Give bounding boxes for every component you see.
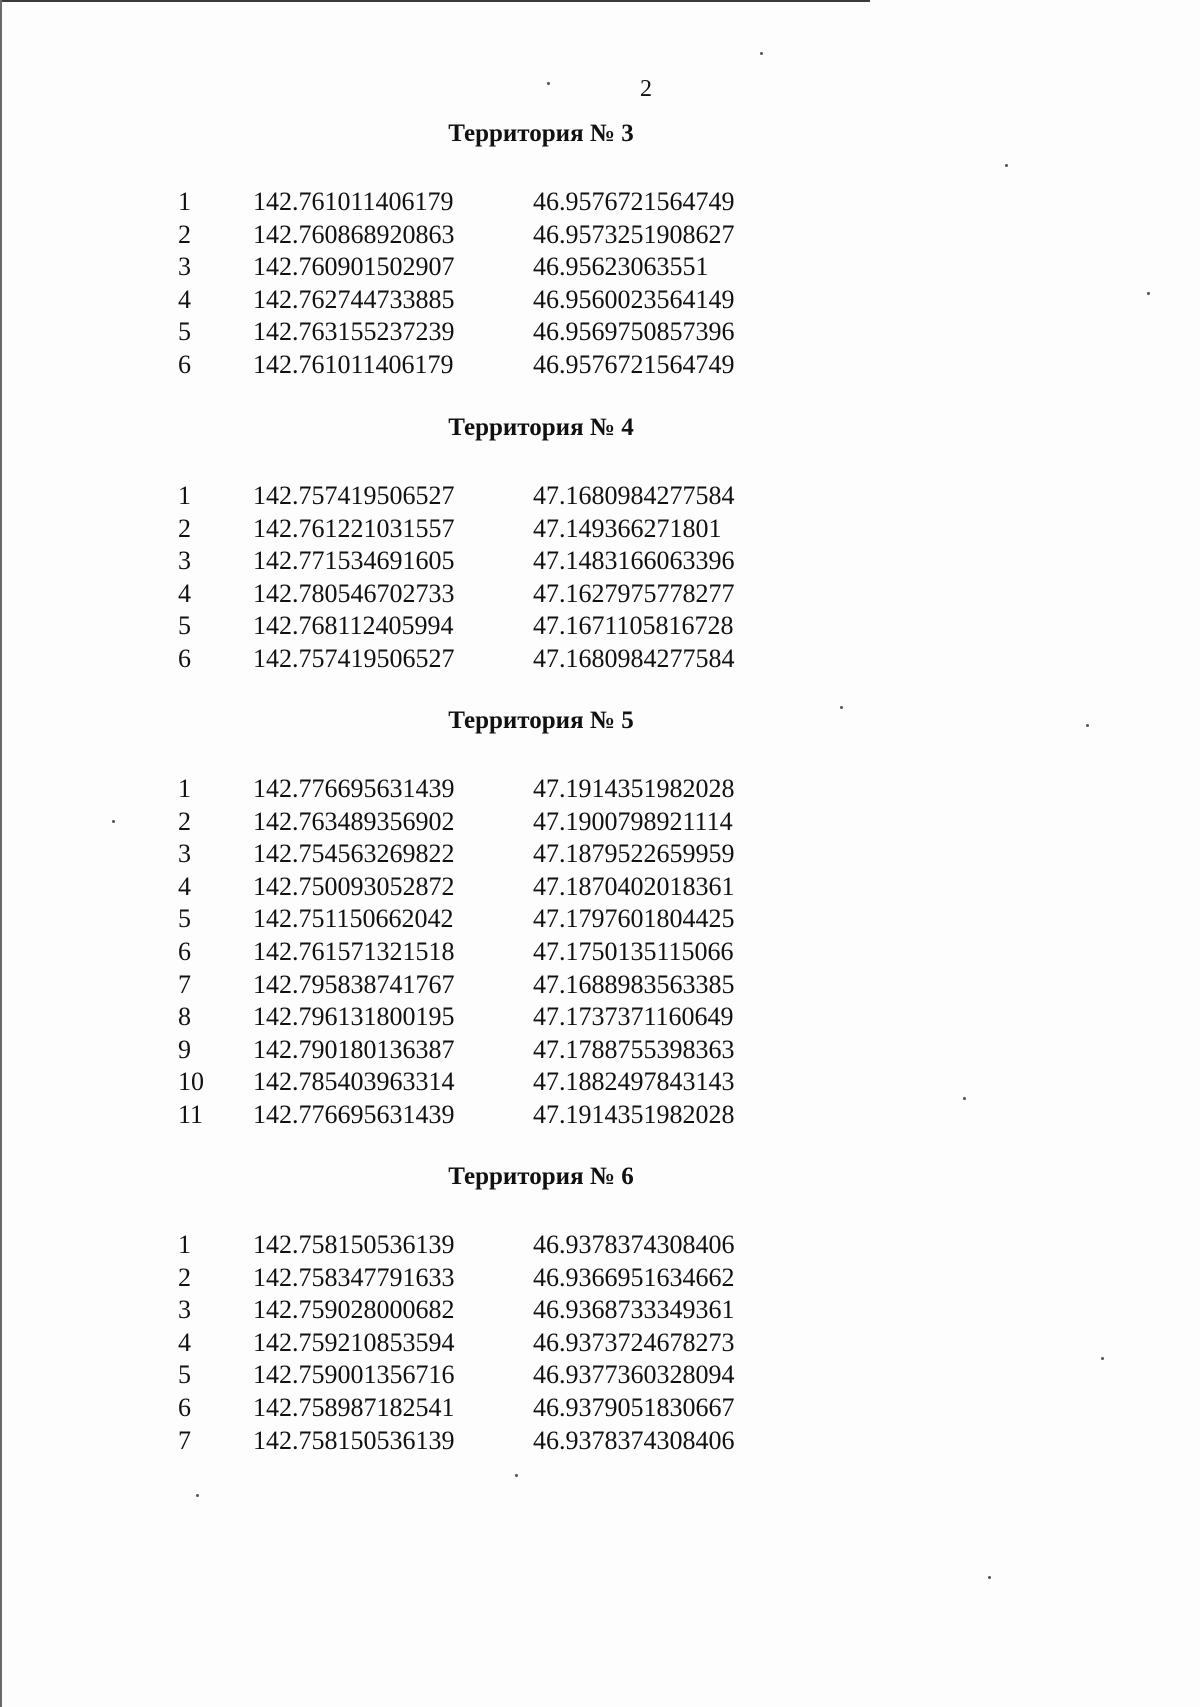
y-coordinate: 47.1688983563385	[533, 969, 735, 999]
scan-edge-top	[0, 0, 870, 2]
x-coordinate: 142.796131800195	[253, 1002, 455, 1032]
y-coordinate: 47.1671105816728	[533, 611, 734, 641]
scan-speck	[1005, 164, 1008, 167]
scan-edge-left	[0, 0, 2, 1707]
section-title: Территория № 6	[448, 1163, 634, 1190]
x-coordinate: 142.768112405994	[253, 611, 454, 641]
point-number: 6	[178, 936, 191, 966]
x-coordinate: 142.771534691605	[253, 546, 455, 576]
point-number: 5	[178, 317, 191, 347]
y-coordinate: 46.9576721564749	[533, 349, 735, 379]
y-coordinate: 46.9378374308406	[533, 1230, 735, 1259]
y-coordinate: 46.9366951634662	[533, 1262, 735, 1292]
x-coordinate: 142.761571321518	[253, 936, 455, 966]
y-coordinate: 46.9573251908627	[533, 219, 735, 249]
x-coordinate: 142.761011406179	[253, 187, 454, 216]
scan-speck	[963, 1097, 966, 1100]
y-coordinate: 47.1879522659959	[533, 839, 735, 869]
section-title: Территория № 5	[448, 707, 634, 734]
point-number: 4	[178, 284, 191, 314]
point-number: 5	[178, 904, 191, 934]
x-coordinate: 142.761011406179	[253, 349, 454, 379]
y-coordinate: 47.1483166063396	[533, 546, 735, 576]
x-coordinate: 142.759001356716	[253, 1360, 455, 1390]
y-coordinate: 47.1900798921114	[533, 806, 733, 836]
x-coordinate: 142.758150536139	[253, 1425, 455, 1455]
y-coordinate: 47.1750135115066	[533, 936, 734, 966]
scan-speck	[515, 1474, 518, 1477]
scan-speck	[988, 1576, 991, 1579]
x-coordinate: 142.758150536139	[253, 1230, 455, 1259]
y-coordinate: 47.1680984277584	[533, 643, 735, 673]
y-coordinate: 47.1788755398363	[533, 1034, 735, 1064]
scan-speck	[196, 1494, 199, 1497]
scan-speck	[547, 82, 550, 85]
x-coordinate: 142.758347791633	[253, 1262, 455, 1292]
point-number: 1	[178, 481, 191, 510]
point-number: 3	[178, 546, 191, 576]
point-number: 8	[178, 1002, 191, 1032]
y-coordinate: 47.1870402018361	[533, 871, 735, 901]
y-coordinate: 46.9373724678273	[533, 1327, 735, 1357]
x-coordinate: 142.762744733885	[253, 284, 455, 314]
y-coordinate: 47.1882497843143	[533, 1067, 735, 1097]
y-coordinate: 46.9569750857396	[533, 317, 735, 347]
point-number: 1	[178, 774, 191, 803]
x-coordinate: 142.763155237239	[253, 317, 455, 347]
scan-speck	[112, 820, 115, 823]
x-coordinate: 142.780546702733	[253, 578, 455, 608]
x-coordinate: 142.790180136387	[253, 1034, 455, 1064]
scan-speck	[1101, 1357, 1104, 1360]
x-coordinate: 142.759210853594	[253, 1327, 455, 1357]
y-coordinate: 46.9379051830667	[533, 1392, 735, 1422]
point-number: 6	[178, 643, 191, 673]
y-coordinate: 46.9560023564149	[533, 284, 735, 314]
point-number: 6	[178, 349, 191, 379]
x-coordinate: 142.760868920863	[253, 219, 455, 249]
point-number: 3	[178, 1295, 191, 1325]
x-coordinate: 142.776695631439	[253, 774, 455, 803]
point-number: 10	[178, 1067, 204, 1097]
y-coordinate: 46.9378374308406	[533, 1425, 735, 1455]
y-coordinate: 47.149366271801	[533, 513, 722, 543]
point-number: 1	[178, 1230, 191, 1259]
x-coordinate: 142.763489356902	[253, 806, 455, 836]
x-coordinate: 142.776695631439	[253, 1099, 455, 1129]
page-number: 2	[640, 76, 652, 102]
point-number: 7	[178, 1425, 191, 1455]
x-coordinate: 142.757419506527	[253, 643, 455, 673]
x-coordinate: 142.751150662042	[253, 904, 454, 934]
x-coordinate: 142.758987182541	[253, 1392, 455, 1422]
point-number: 2	[178, 513, 191, 543]
x-coordinate: 142.759028000682	[253, 1295, 455, 1325]
point-number: 7	[178, 969, 191, 999]
y-coordinate: 47.1627975778277	[533, 578, 735, 608]
point-number: 4	[178, 871, 191, 901]
point-number: 3	[178, 839, 191, 869]
point-number: 5	[178, 611, 191, 641]
scan-speck	[840, 706, 843, 709]
section-title: Территория № 4	[448, 414, 634, 441]
x-coordinate: 142.761221031557	[253, 513, 455, 543]
point-number: 4	[178, 578, 191, 608]
section-title: Территория № 3	[448, 120, 634, 147]
point-number: 11	[178, 1099, 204, 1129]
point-number: 2	[178, 219, 191, 249]
y-coordinate: 47.1914351982028	[533, 1099, 735, 1129]
x-coordinate: 142.750093052872	[253, 871, 455, 901]
y-coordinate: 46.9368733349361	[533, 1295, 735, 1325]
scan-speck	[760, 52, 763, 55]
point-number: 3	[178, 252, 191, 282]
y-coordinate: 47.1737371160649	[533, 1002, 734, 1032]
y-coordinate: 47.1797601804425	[533, 904, 735, 934]
scan-speck	[1086, 724, 1089, 727]
x-coordinate: 142.757419506527	[253, 481, 455, 510]
y-coordinate: 46.9377360328094	[533, 1360, 735, 1390]
y-coordinate: 47.1914351982028	[533, 774, 735, 803]
point-number: 6	[178, 1392, 191, 1422]
scan-speck	[1147, 292, 1150, 295]
x-coordinate: 142.785403963314	[253, 1067, 455, 1097]
point-number: 1	[178, 187, 191, 216]
y-coordinate: 47.1680984277584	[533, 481, 735, 510]
x-coordinate: 142.754563269822	[253, 839, 455, 869]
y-coordinate: 46.95623063551	[533, 252, 709, 282]
y-coordinate: 46.9576721564749	[533, 187, 735, 216]
point-number: 9	[178, 1034, 191, 1064]
point-number: 4	[178, 1327, 191, 1357]
point-number: 2	[178, 1262, 191, 1292]
point-number: 2	[178, 806, 191, 836]
x-coordinate: 142.795838741767	[253, 969, 455, 999]
point-number: 5	[178, 1360, 191, 1390]
x-coordinate: 142.760901502907	[253, 252, 455, 282]
